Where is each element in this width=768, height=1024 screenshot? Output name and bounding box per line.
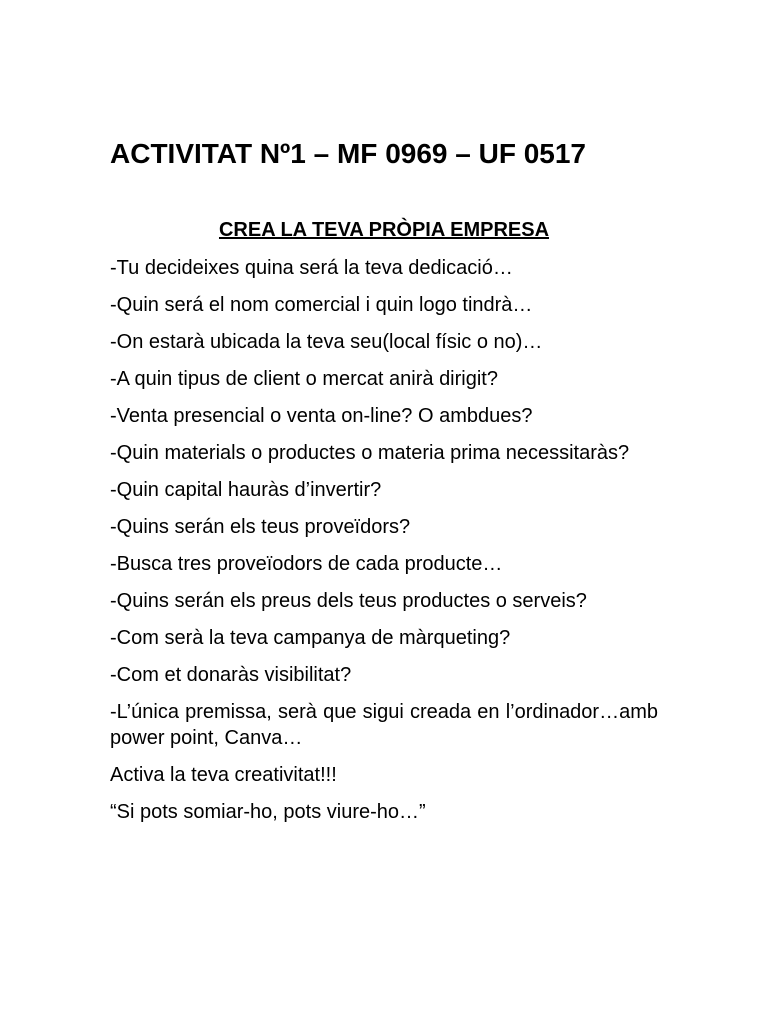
page-subtitle: CREA LA TEVA PRÒPIA EMPRESA <box>218 219 550 241</box>
paragraph-sales-channel: -Venta presencial o venta on-line? O ambdues? <box>110 405 533 427</box>
paragraph-prices: -Quins serán els preus dels teus productes o serveis? <box>110 590 587 612</box>
paragraph-marketing: -Com serà la teva campanya de màrqueting? <box>110 627 511 649</box>
paragraph-suppliers: -Quins serán els teus proveïdors? <box>110 516 411 538</box>
page-title: ACTIVITAT Nº1 – MF 0969 – UF 0517 <box>110 138 586 169</box>
paragraph-premise: -L’única premissa, serà que sigui creada en l’ordinador…amb power point, Canva… <box>110 701 658 749</box>
paragraph-creativity: Activa la teva creativitat!!! <box>110 764 337 786</box>
paragraph-materials: -Quin materials o productes o materia prima necessitaràs? <box>110 442 630 464</box>
paragraph-capital: -Quin capital hauràs d’invertir? <box>110 479 382 501</box>
question-list <box>110 255 658 836</box>
paragraph-dedication: -Tu decideixes quina será la teva dedicació… <box>110 257 513 279</box>
paragraph-location: -On estarà ubicada la teva seu(local físic o no)… <box>110 331 543 353</box>
paragraph-target-client: -A quin tipus de client o mercat anirà dirigit? <box>110 368 498 390</box>
paragraph-visibility: -Com et donaràs visibilitat? <box>110 664 352 686</box>
paragraph-three-suppliers: -Busca tres proveïodors de cada producte… <box>110 553 503 575</box>
paragraph-brand-name: -Quin será el nom comercial i quin logo tindrà… <box>110 294 533 316</box>
paragraph-quote: “Si pots somiar-ho, pots viure-ho…” <box>110 801 426 823</box>
